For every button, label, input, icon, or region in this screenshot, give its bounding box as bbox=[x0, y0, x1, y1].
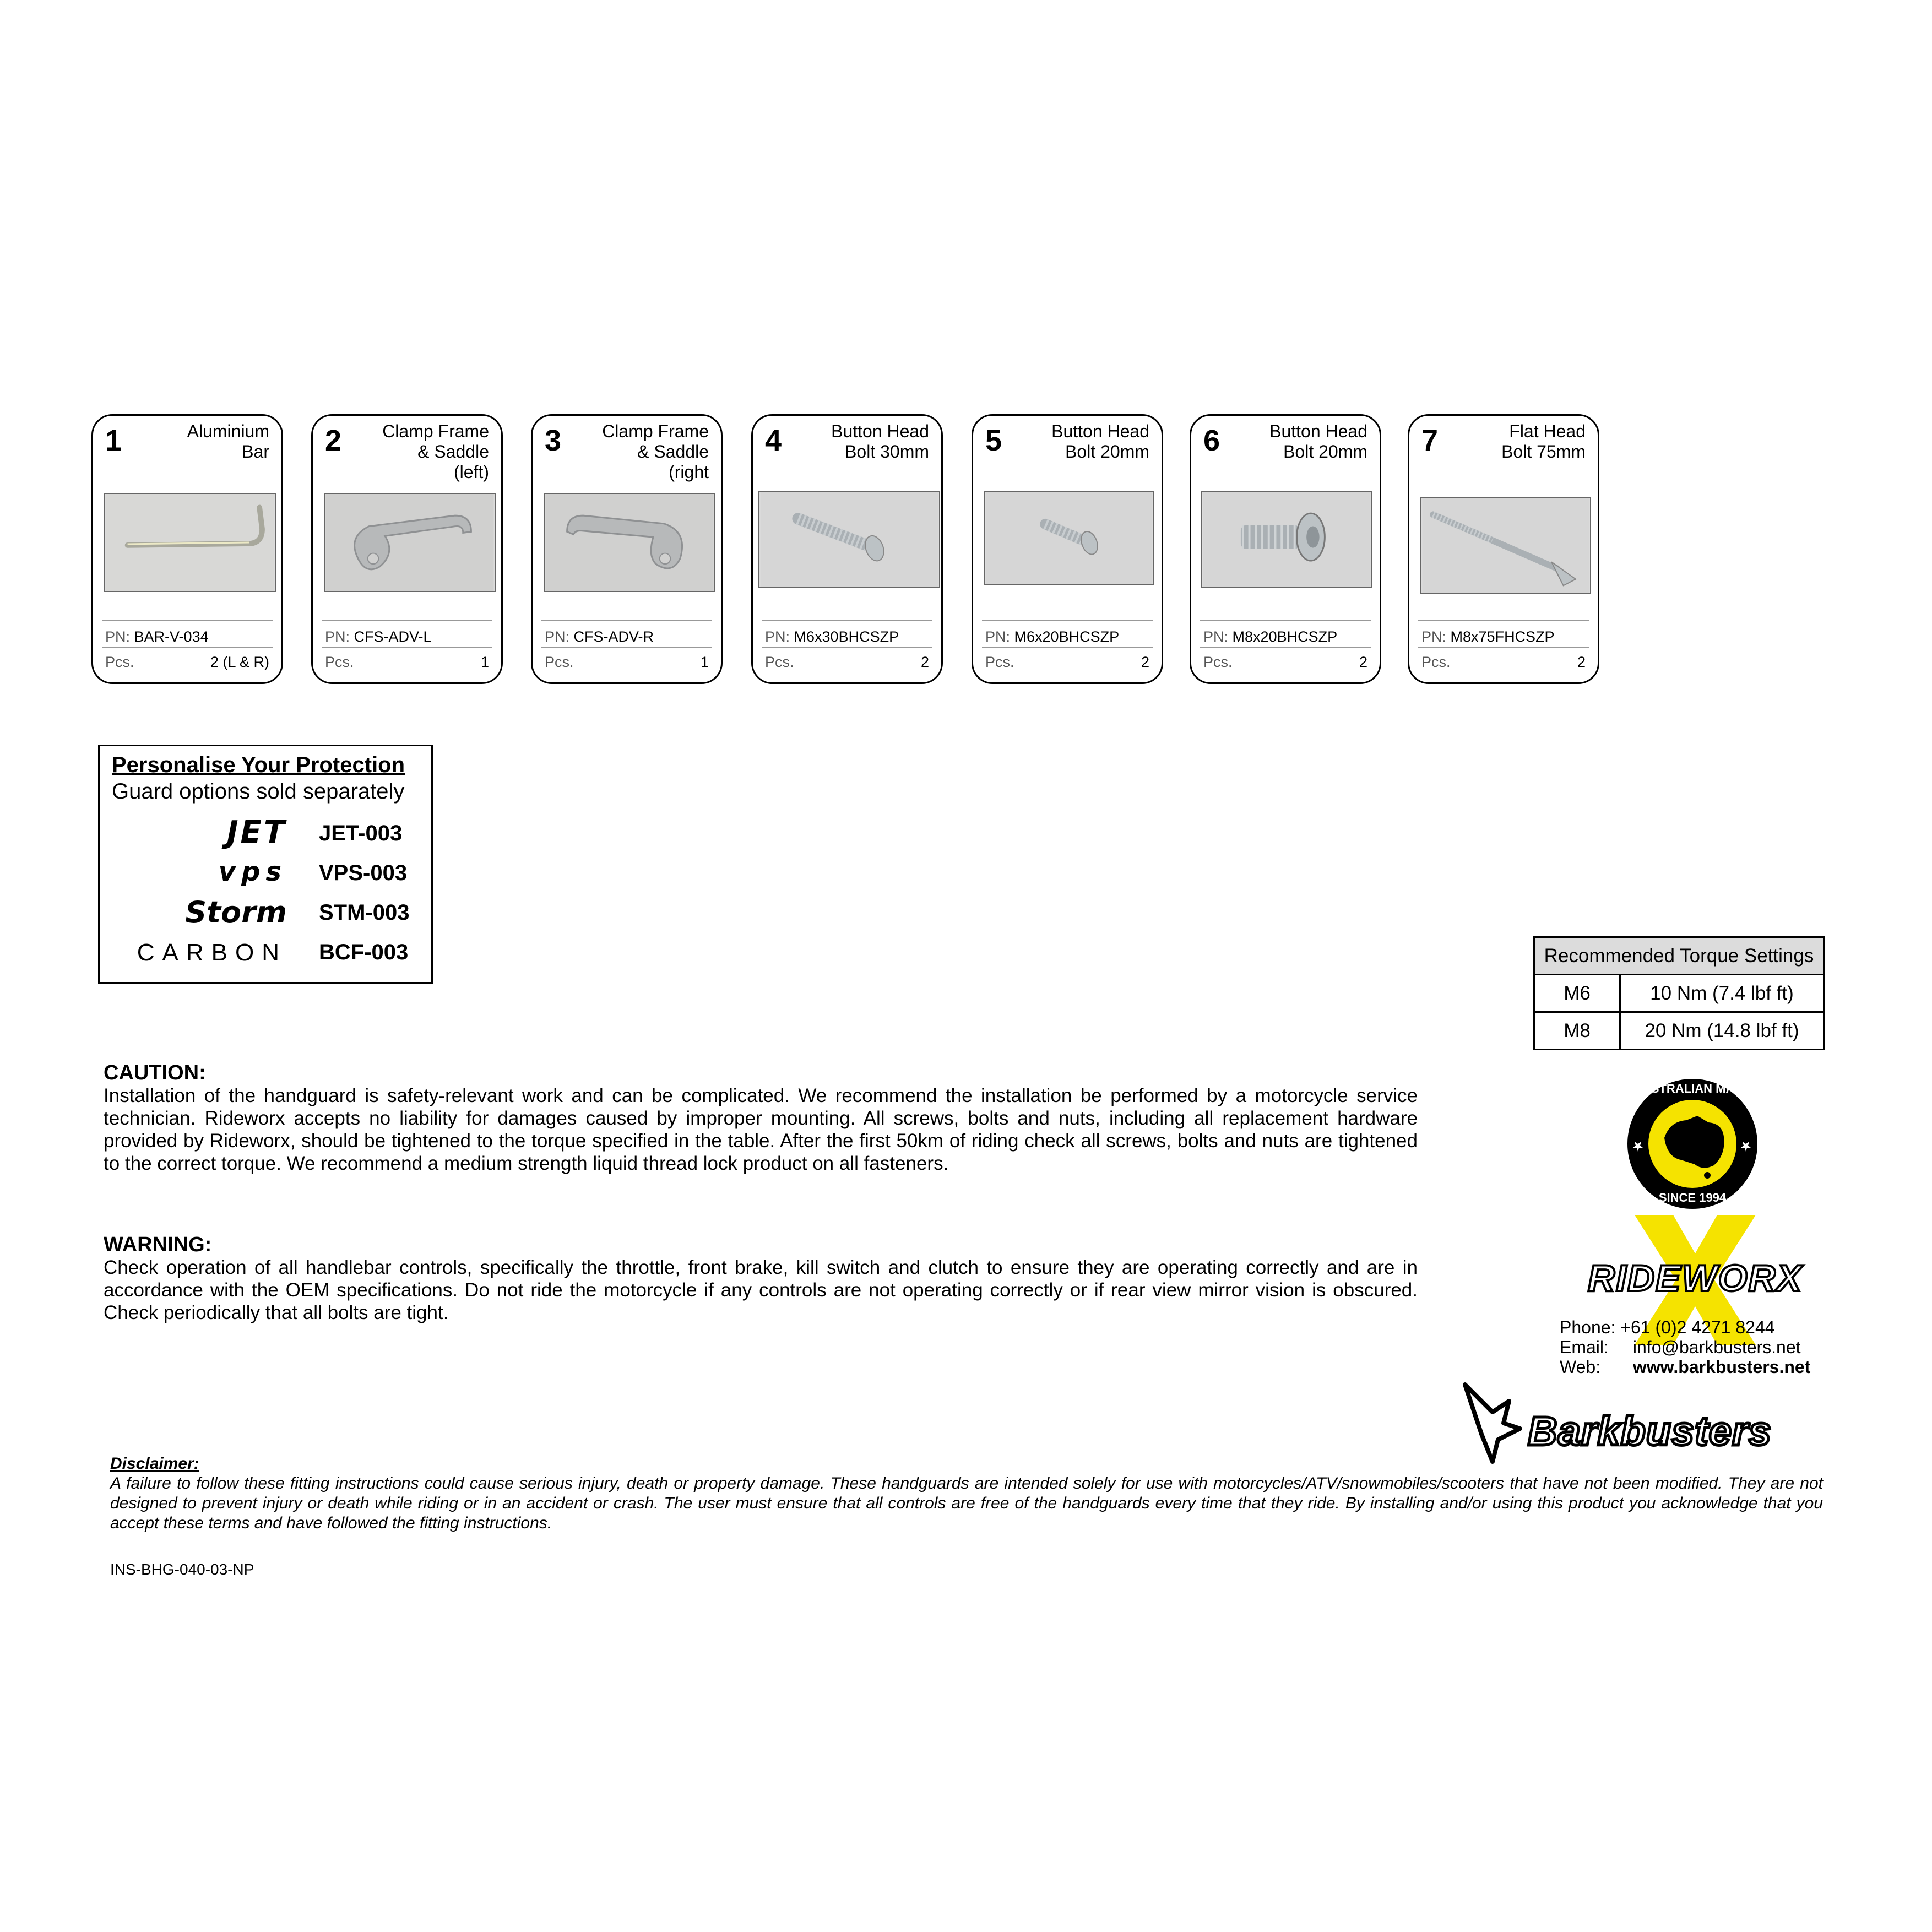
part-card-3 bbox=[531, 414, 723, 684]
divider bbox=[1418, 647, 1589, 648]
carbon-logo: CARBON bbox=[137, 939, 287, 966]
caution-text: Installation of the handguard is safety-relevant work and can be complicated. We recommend the installation be performed by a motorcycle service technician. Rideworx accepts no liability for damages caused by improper mounting. All screws, bolts and nuts, including all replacement hardware provided by Rideworx, should be tightened to the torque specified in the table. After the first 50km of riding check all screws, bolts and nuts are tightened to the correct torque. We recommend a medium strength liquid thread lock product on all fasteners. bbox=[104, 1085, 1418, 1174]
disclaimer-heading: Disclaimer: bbox=[110, 1455, 199, 1473]
personalise-title: Personalise Your Protection bbox=[112, 753, 405, 777]
pcs-value: 1 bbox=[700, 654, 709, 670]
personalise-box bbox=[98, 745, 433, 984]
warning-section bbox=[104, 1234, 1418, 1324]
divider bbox=[541, 620, 712, 621]
email-value: info@barkbusters.net bbox=[1632, 1337, 1801, 1357]
barkbusters-wordmark: Barkbusters bbox=[1528, 1408, 1772, 1454]
divider bbox=[982, 647, 1153, 648]
divider bbox=[322, 620, 492, 621]
divider bbox=[102, 620, 273, 621]
part-card-5 bbox=[972, 414, 1163, 684]
part-card-2 bbox=[311, 414, 503, 684]
vps-logo: vps bbox=[218, 856, 287, 887]
contact-email bbox=[1560, 1337, 1801, 1357]
warning-heading: WARNING: bbox=[104, 1233, 212, 1256]
torque-value: 10 Nm (7.4 lbf ft) bbox=[1620, 975, 1824, 1012]
part-pn: PN: M8x75FHCSZP bbox=[1421, 628, 1555, 645]
divider bbox=[982, 620, 1153, 621]
pcs-value: 1 bbox=[480, 654, 489, 670]
part-name: Button Head Bolt 20mm bbox=[1269, 421, 1367, 462]
part-name: Clamp Frame & Saddle (right bbox=[602, 421, 709, 482]
clamp-frame-right-photo bbox=[544, 493, 715, 592]
pcs-label: Pcs. bbox=[105, 654, 134, 670]
disclaimer bbox=[110, 1454, 1823, 1533]
barkbusters-logo bbox=[1459, 1379, 1823, 1465]
contact-phone bbox=[1560, 1317, 1775, 1337]
part-pn: PN: M8x20BHCSZP bbox=[1203, 628, 1338, 645]
contact-web bbox=[1560, 1357, 1810, 1377]
part-number: 6 bbox=[1203, 424, 1220, 457]
rideworx-wordmark: RIDEWORX bbox=[1588, 1257, 1803, 1299]
part-name: Button Head Bolt 30mm bbox=[831, 421, 929, 462]
pcs-value: 2 bbox=[920, 654, 929, 670]
divider bbox=[1200, 647, 1371, 648]
email-label: Email: bbox=[1560, 1337, 1609, 1357]
badge-bottom-text: SINCE 1994 bbox=[1658, 1191, 1727, 1204]
divider bbox=[541, 647, 712, 648]
divider bbox=[762, 620, 932, 621]
part-number: 4 bbox=[765, 424, 782, 457]
option-code: STM-003 bbox=[319, 900, 410, 925]
part-card-4 bbox=[751, 414, 943, 684]
divider bbox=[1200, 620, 1371, 621]
pcs-label: Pcs. bbox=[1421, 654, 1451, 670]
bolt-photo bbox=[1201, 491, 1372, 588]
pcs-value: 2 bbox=[1577, 654, 1586, 670]
part-card-7 bbox=[1408, 414, 1599, 684]
part-card-6 bbox=[1190, 414, 1381, 684]
torque-size: M8 bbox=[1534, 1012, 1620, 1050]
part-pn: PN: CFS-ADV-R bbox=[545, 628, 654, 645]
clamp-frame-left-photo bbox=[324, 493, 496, 592]
phone-value: +61 (0)2 4271 8244 bbox=[1620, 1317, 1775, 1337]
option-code: BCF-003 bbox=[319, 940, 409, 964]
part-name: Flat Head Bolt 75mm bbox=[1501, 421, 1586, 462]
pcs-label: Pcs. bbox=[325, 654, 354, 670]
badge-top-text: AUSTRALIAN MADE bbox=[1633, 1082, 1751, 1095]
caution-heading: CAUTION: bbox=[104, 1061, 206, 1084]
aluminium-bar-photo bbox=[104, 493, 276, 592]
pcs-label: Pcs. bbox=[545, 654, 574, 670]
part-number: 3 bbox=[545, 424, 562, 457]
australian-made-badge bbox=[1626, 1077, 1759, 1211]
pcs-value: 2 bbox=[1359, 654, 1367, 670]
part-number: 2 bbox=[325, 424, 342, 457]
warning-text: Check operation of all handlebar controls, specifically the throttle, front brake, kill switch and clutch to ensure they are operating correctly and are in accordance with the OEM specifications. Do not ride the motorcycle if any controls are not operating correctly or if rear view mirror vision is obscured. Check periodically that all bolts are tight. bbox=[104, 1257, 1418, 1323]
divider bbox=[1418, 620, 1589, 621]
document-id: INS-BHG-040-03-NP bbox=[110, 1561, 254, 1578]
part-pn: PN: CFS-ADV-L bbox=[325, 628, 432, 645]
pcs-label: Pcs. bbox=[765, 654, 794, 670]
option-code: VPS-003 bbox=[319, 861, 408, 885]
flat-bolt-photo bbox=[1420, 497, 1591, 594]
disclaimer-text: A failure to follow these fitting instructions could cause serious injury, death or property damage. These handguards are intended solely for use with motorcycles/ATV/snowmobiles/scooters that have not been modified. They are not designed to prevent injury or death while riding or in an accident or crash. The user must ensure that all controls are free of the handguards every time that they ride. By installing and/or using this product you acknowledge that you accept these terms and have followed the fitting instructions. bbox=[110, 1474, 1823, 1532]
torque-table-title: Recommended Torque Settings bbox=[1534, 937, 1824, 975]
part-number: 7 bbox=[1421, 424, 1439, 457]
torque-size: M6 bbox=[1534, 975, 1620, 1012]
pcs-label: Pcs. bbox=[985, 654, 1014, 670]
bolt-photo bbox=[758, 491, 940, 588]
divider bbox=[102, 647, 273, 648]
pcs-value: 2 bbox=[1141, 654, 1149, 670]
web-label: Web: bbox=[1560, 1357, 1601, 1377]
part-number: 5 bbox=[985, 424, 1002, 457]
part-pn: PN: M6x20BHCSZP bbox=[985, 628, 1120, 645]
pcs-label: Pcs. bbox=[1203, 654, 1233, 670]
part-card-1 bbox=[91, 414, 283, 684]
part-name: Button Head Bolt 20mm bbox=[1051, 421, 1149, 462]
part-name: Clamp Frame & Saddle (left) bbox=[382, 421, 489, 482]
bolt-photo bbox=[984, 491, 1154, 585]
part-pn: PN: BAR-V-034 bbox=[105, 628, 209, 645]
pcs-value: 2 (L & R) bbox=[210, 654, 269, 670]
storm-logo: Storm bbox=[185, 895, 287, 930]
divider bbox=[762, 647, 932, 648]
part-name: Aluminium Bar bbox=[187, 421, 269, 462]
part-number: 1 bbox=[105, 424, 122, 457]
option-code: JET-003 bbox=[319, 821, 403, 845]
torque-table bbox=[1533, 936, 1825, 1050]
personalise-subtitle: Guard options sold separately bbox=[112, 779, 405, 804]
phone-label: Phone: bbox=[1560, 1317, 1616, 1337]
web-value: www.barkbusters.net bbox=[1632, 1357, 1811, 1377]
torque-value: 20 Nm (14.8 lbf ft) bbox=[1620, 1012, 1824, 1050]
caution-section bbox=[104, 1062, 1418, 1175]
jet-logo: JET bbox=[226, 815, 287, 850]
divider bbox=[322, 647, 492, 648]
part-pn: PN: M6x30BHCSZP bbox=[765, 628, 899, 645]
